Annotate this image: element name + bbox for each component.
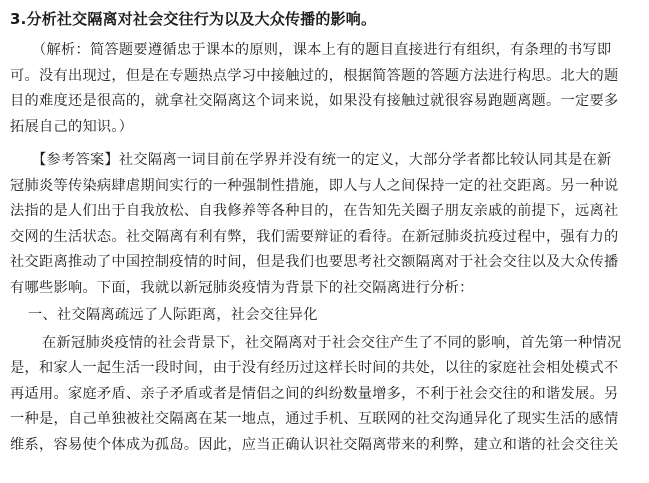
body-line: 在新冠肺炎疫情的社会背景下，社交隔离对于社会交往产生了不同的影响，首先第一种情况	[42, 334, 622, 351]
body-paragraph	[10, 331, 637, 459]
answer-line: 社交距离推动了中国控制疫情的时间，但是我们也要思考社交额隔离对于社会交往以及大众传播	[10, 254, 619, 270]
answer-line: 冠肺炎等传染病肆虐期间实行的一种强制性措施，即人与人之间保持一定的社交距离。另一种说	[10, 177, 619, 194]
answer-line: 法指的是人们出于自我放松、自我修养等各种目的，在告知先关圈子朋友亲戚的前提下，远离社	[10, 203, 619, 219]
analysis-line: 可。没有出现过，但是在专题热点学习中接触过的，根据简答题的答题方法进行构思。北大的题	[10, 67, 619, 84]
body-line: 一种是，自己单独被社交隔离在某一地点，通过手机、互联网的社交沟通异化了现实生活的感情	[10, 411, 619, 427]
body-line: 是，和家人一起生活一段时间，由于没有经历过这样长时间的共处，以往的家庭社会相处模式不	[10, 360, 619, 376]
body-line: 再适用。家庭矛盾、亲子矛盾或者是情侣之间的纠纷数量增多，不利于社会交往的和谐发展。另	[10, 385, 619, 402]
analysis-line: 拓展自己的知识。）	[10, 118, 134, 135]
analysis-line: （解析：简答题要遵循忠于课本的原则，课本上有的题目直接进行有组织，有条理的书写即	[32, 42, 612, 58]
answer-line: 有哪些影响。下面，我就以新冠肺炎疫情为背景下的社交隔离进行分析：	[10, 279, 474, 296]
answer-line: 交网的生活状态。社交隔离有利有弊，我们需要辩证的看待。在新冠肺炎抗疫过程中，强有力的	[10, 228, 619, 245]
reference-answer-paragraph	[10, 148, 637, 301]
body-line: 维系，容易使个体成为孤岛。因此，应当正确认识社交隔离带来的利弊，建立和谐的社会交往关	[10, 436, 619, 453]
analysis-paragraph	[10, 38, 637, 140]
analysis-line: 目的难度还是很高的，就拿社交隔离这个词来说，如果没有接触过就很容易跑题离题。一定要多	[10, 93, 619, 109]
question-heading: 3.分析社交隔离对社会交往行为以及大众传播的影响。	[10, 10, 377, 28]
answer-line: 【参考答案】社交隔离一词目前在学界并没有统一的定义，大部分学者都比较认同其是在新	[32, 152, 612, 168]
section-subheading: 一、社交隔离疏远了人际距离，社会交往异化	[28, 307, 318, 323]
